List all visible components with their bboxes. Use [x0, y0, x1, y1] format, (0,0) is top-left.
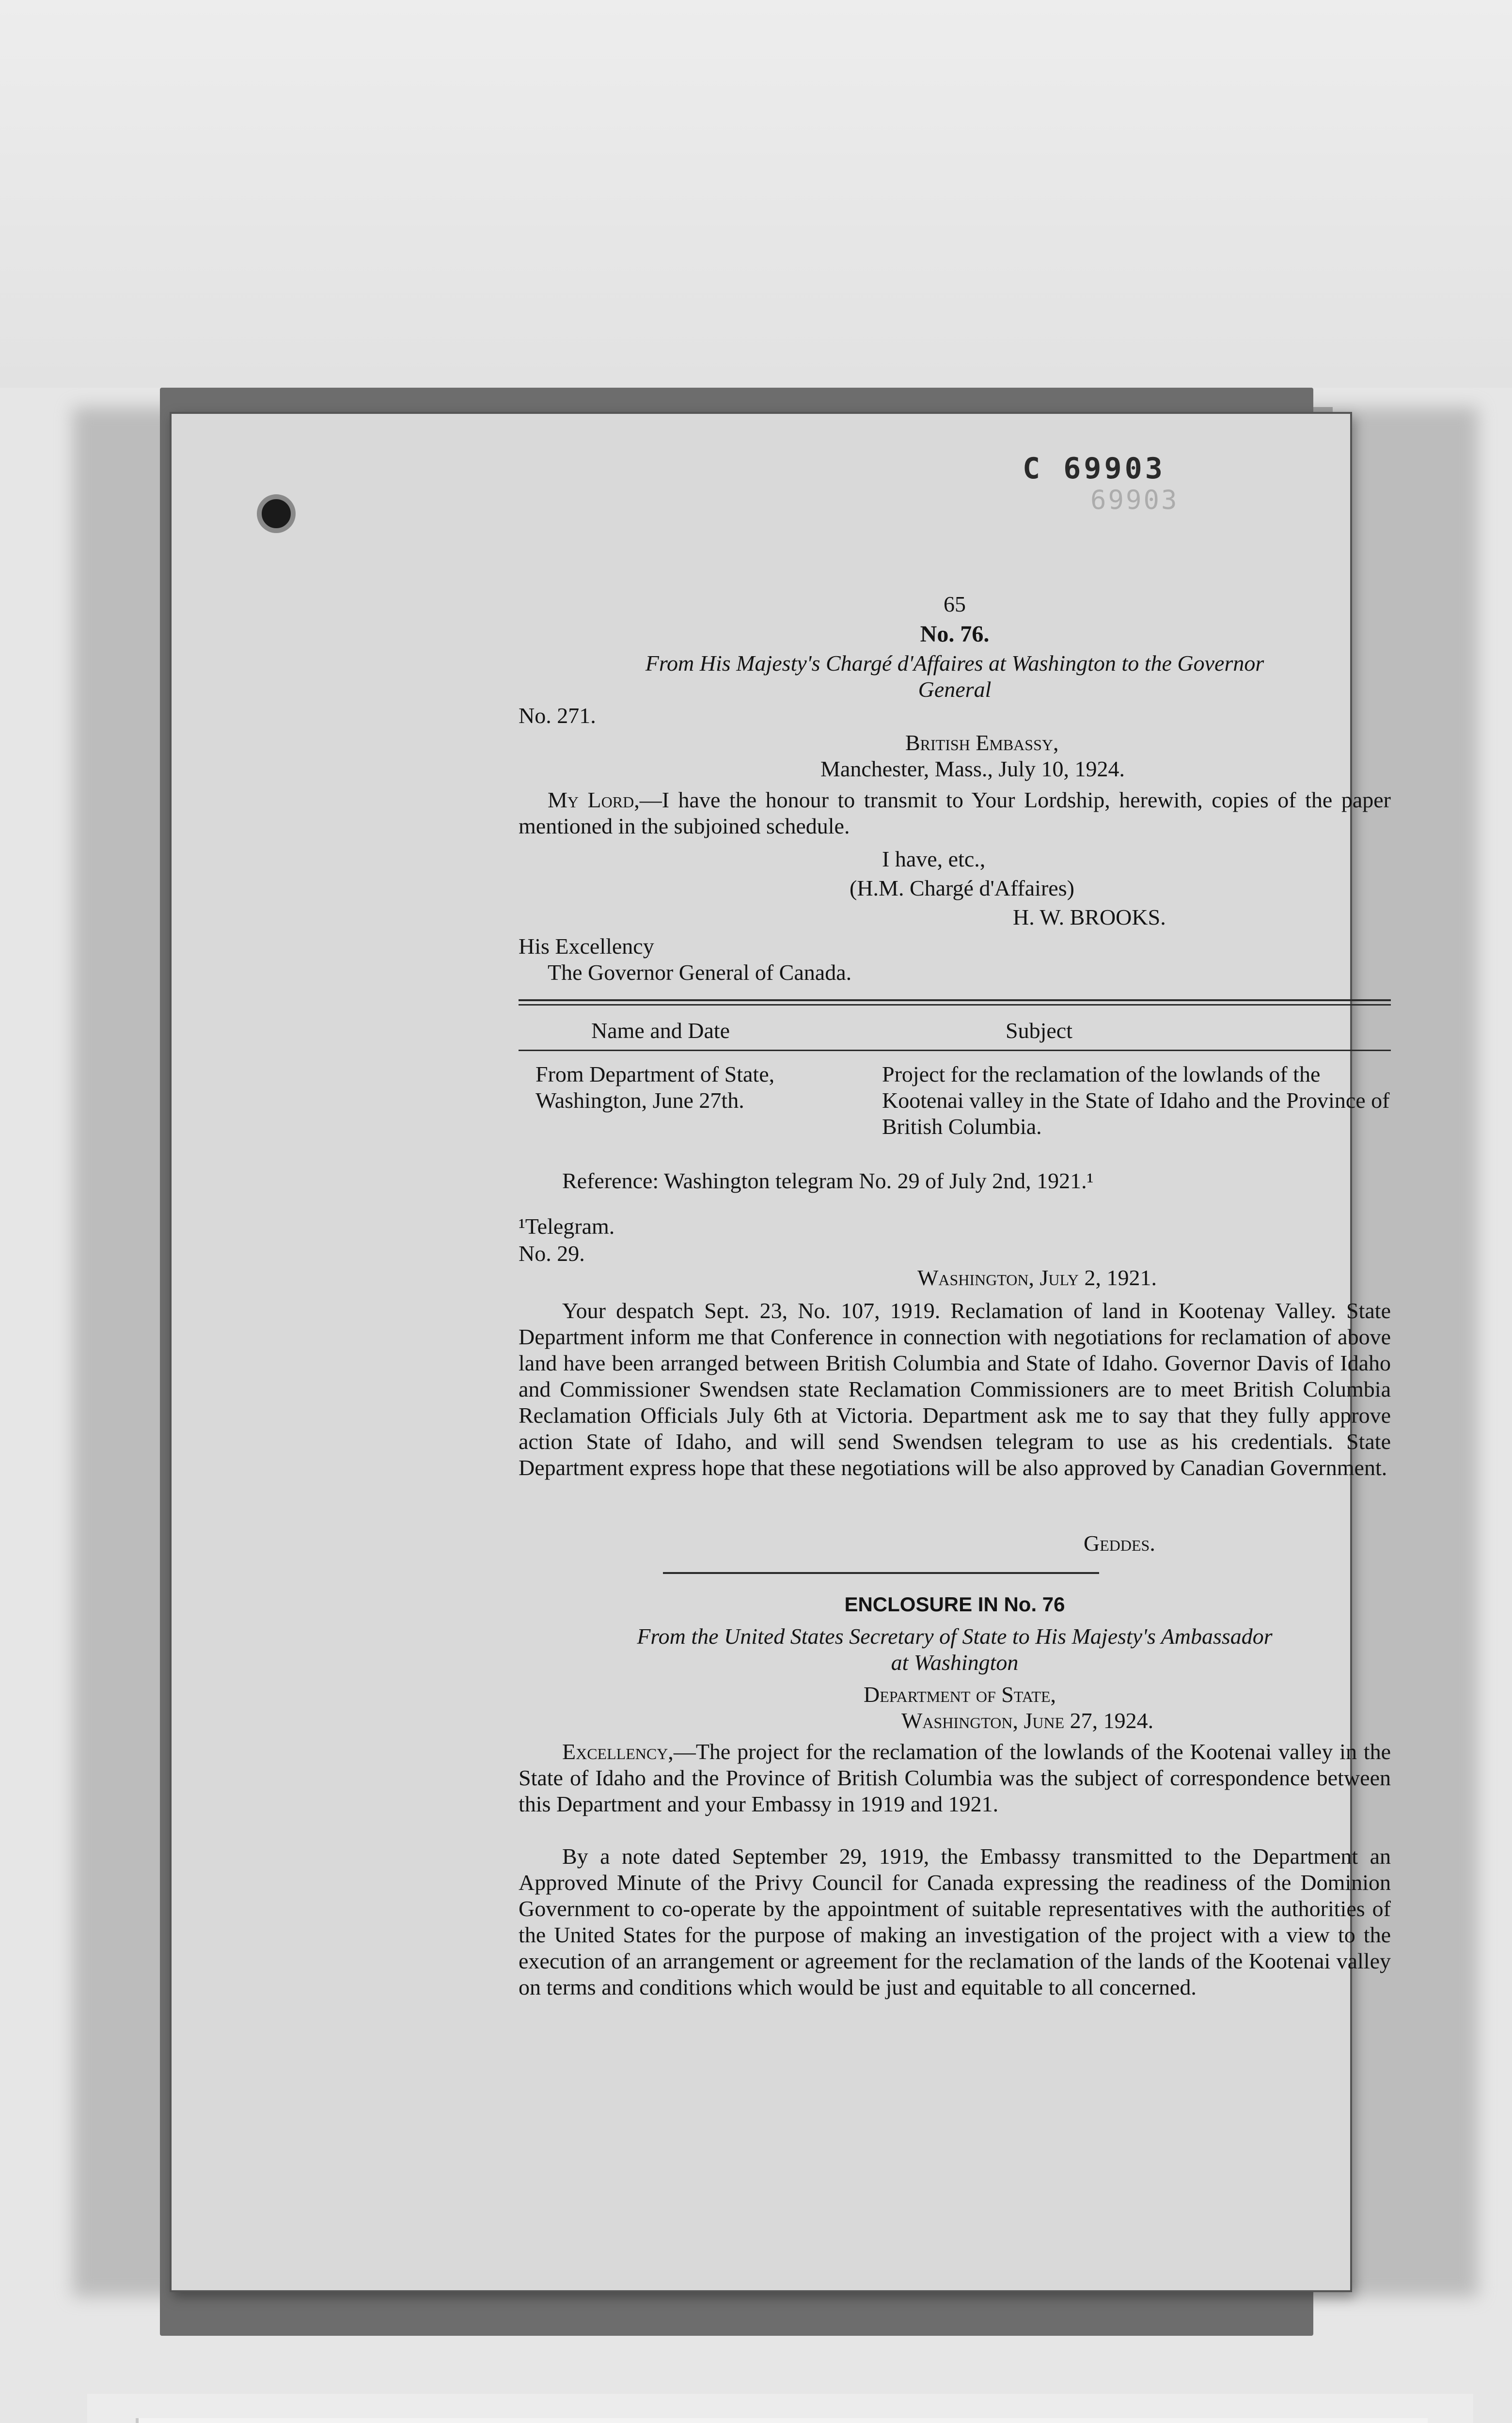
telegram-number: No. 29. [519, 1241, 585, 1266]
sender-place: British Embassy, [905, 730, 1059, 755]
schedule-rule-top [519, 999, 1391, 1001]
archive-stamp-number: C 69903 [1023, 452, 1166, 486]
enclosure-heading: ENCLOSURE IN No. 76 [844, 1593, 1065, 1616]
letter-body-text: —I have the honour to transmit to Your Lordship, herewith, copies of the paper mentioned in the subjoined schedule. [519, 787, 1391, 838]
page-number: 65 [944, 592, 966, 616]
enclosure-para-1 [519, 1739, 1391, 1817]
schedule-rule-top-2 [519, 1004, 1391, 1006]
schedule-col2-value: Project for the reclamation of the lowlands of the Kootenai valley in the State of Idaho and the Province of British Columbia. [882, 1062, 1390, 1139]
ref-number: No. 271. [519, 703, 596, 728]
enclosure-date: Washington, June 27, 1924. [901, 1708, 1154, 1733]
addressee-line2: The Governor General of Canada. [548, 960, 852, 985]
telegram-dateline: Washington, July 2, 1921. [917, 1265, 1157, 1290]
archive-card [136, 2418, 1428, 2423]
signer-name: H. W. BROOKS. [1013, 905, 1166, 929]
document-subheading-line2: General [918, 677, 992, 702]
archive-label-area [87, 2394, 1473, 2423]
closing: I have, etc., [882, 847, 986, 871]
enclosure-place: Department of State, [864, 1682, 1056, 1707]
footnote-label: ¹Telegram. [519, 1214, 615, 1239]
document-heading: No. 76. [920, 621, 990, 647]
telegram-body: Your despatch Sept. 23, No. 107, 1919. Reclamation of land in Kootenay Valley. State Department inform me that Conference in connection with negotiations for reclamation of above land have been arranged between British Columbia and State of Idaho. Governor Davis of Idaho and Commissioner Swendsen state Reclamation Commissioners are to meet British Columbia Reclamation Officials July 6th at Victoria. Department ask me to say that they fully approve action State of Idaho, and will send Swendsen telegram to use as his credentials. State Department express hope that these negotiations will be also approved by Canadian Government. [519, 1298, 1391, 1480]
addressee-line1: His Excellency [519, 934, 654, 959]
archive-stamp-ghost: 69903 [1090, 485, 1179, 515]
salutation: My Lord, [548, 787, 640, 812]
sender-date: Manchester, Mass., July 10, 1924. [820, 756, 1125, 781]
telegram-signer: Geddes. [1084, 1531, 1155, 1556]
enclosure-para-1-text: —The project for the reclamation of the lowlands of the Kootenai valley in the State of Idaho and the Province of British Columbia was the subject of correspondence between this Department and your Embassy in 1919 and 1921. [519, 1739, 1391, 1816]
punch-hole-icon [257, 494, 296, 533]
reference: Reference: Washington telegram No. 29 of July 2nd, 1921.¹ [562, 1168, 1094, 1193]
background-top [0, 0, 1512, 388]
document-page [170, 412, 1391, 2292]
document-subheading-line1: From His Majesty's Chargé d'Affaires at Washington to the Governor [645, 651, 1264, 676]
schedule-rule-header [519, 1050, 1391, 1051]
signer-title: (H.M. Chargé d'Affaires) [850, 876, 1074, 900]
schedule-col1-header: Name and Date [591, 1018, 730, 1043]
enclosure-rule [663, 1572, 1099, 1574]
enclosure-subheading-line1: From the United States Secretary of State to His Majesty's Ambassador [637, 1624, 1273, 1649]
enclosure-salutation: Excellency, [562, 1739, 674, 1764]
enclosure-para-2: By a note dated September 29, 1919, the Embassy transmitted to the Department an Approved Minute of the Privy Council for Canada expressing the readiness of the Dominion Government to co-operate by the appointment of suitable representatives with the authorities of the United States for the purpose of making an investigation of the project with a view to the execution of an arrangement or agreement for the reclamation of the lands of the Kootenai valley on terms and conditions which would be just and equitable to all concerned. [519, 1844, 1391, 1999]
enclosure-subheading-line2: at Washington [891, 1650, 1019, 1675]
schedule-col1-value: From Department of State, Washington, June 27th. [536, 1062, 775, 1113]
schedule-col2-header: Subject [1006, 1018, 1072, 1043]
letter-body [519, 787, 1391, 839]
